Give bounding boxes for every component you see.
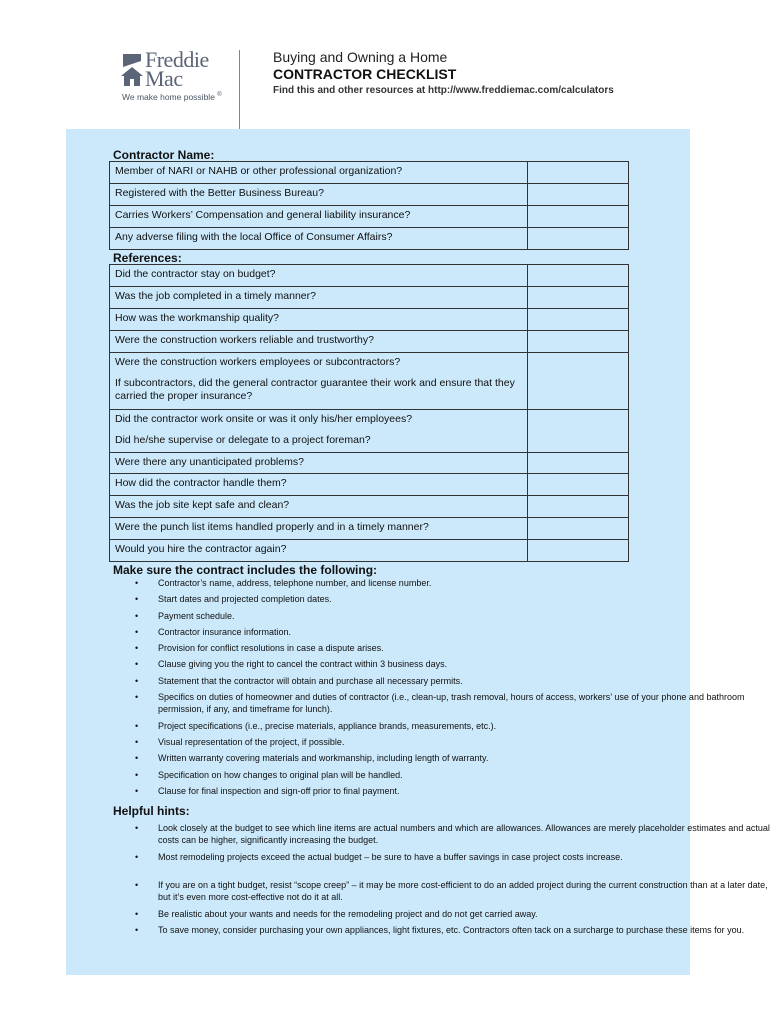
checklist-row: [110, 206, 628, 228]
list-item-text: Look closely at the budget to see which line items are actual numbers and which are allowances. Allowances are merely placeholder estimates and actual costs can be higher, significantly increasing the budget.: [158, 823, 770, 845]
checklist-question: Member of NARI or NAHB or other professional organization?: [115, 165, 403, 177]
list-item-text: Be realistic about your wants and needs for the remodeling project and do not get carried away.: [158, 909, 538, 919]
answer-cell[interactable]: [527, 540, 628, 561]
list-item: [131, 577, 770, 593]
bullet-icon: •: [135, 769, 139, 780]
answer-cell[interactable]: [527, 474, 628, 495]
contract-requirements-list: [131, 577, 770, 801]
checklist-row: [110, 331, 628, 353]
checklist-row: [110, 374, 628, 410]
contractor-checklist-table: [109, 161, 629, 250]
house-logo-icon: [121, 52, 143, 86]
checklist-question: How did the contractor handle them?: [115, 477, 287, 489]
checklist-question: Were the punch list items handled properly and in a timely manner?: [115, 521, 429, 533]
checklist-question: Were the construction workers reliable and trustworthy?: [115, 334, 374, 346]
list-item: [131, 924, 770, 953]
list-item: [131, 675, 770, 691]
answer-cell[interactable]: [527, 431, 628, 452]
answer-cell[interactable]: [527, 331, 628, 352]
logo-wordmark: [145, 47, 209, 91]
answer-cell[interactable]: [527, 162, 628, 183]
bullet-icon: •: [135, 594, 139, 605]
document-title: CONTRACTOR CHECKLIST: [273, 66, 457, 82]
bullet-icon: •: [135, 659, 139, 670]
list-item: [131, 691, 770, 720]
list-item-text: Specifics on duties of homeowner and duties of contractor (i.e., clean-up, trash removal, hours of access, workers’ use of your phone and bathroom permission, if any, and timeframe for lunch).: [158, 692, 745, 715]
logo-word-line2: Mac: [145, 66, 183, 91]
list-item: [131, 736, 770, 752]
list-item-text: Written warranty covering materials and workmanship, including length of warranty.: [158, 753, 489, 764]
list-item: [131, 769, 770, 785]
document-subtitle: Buying and Owning a Home: [273, 49, 448, 65]
answer-cell[interactable]: [527, 228, 628, 249]
answer-cell[interactable]: [527, 353, 628, 374]
checklist-question: Registered with the Better Business Bureau?: [115, 187, 324, 199]
checklist-question: Was the job completed in a timely manner?: [115, 290, 316, 302]
checklist-question: How was the workmanship quality?: [115, 312, 279, 324]
list-item: [131, 642, 770, 658]
bullet-icon: •: [135, 578, 139, 588]
checklist-row: [110, 228, 628, 250]
checklist-question: Were there any unanticipated problems?: [115, 456, 304, 468]
checklist-question: Were the construction workers employees or subcontractors?: [115, 356, 401, 368]
checklist-row: [110, 474, 628, 496]
checklist-row: [110, 184, 628, 206]
resources-link[interactable]: Find this and other resources at http://www.freddiemac.com/calculators: [273, 85, 614, 96]
list-item: [131, 610, 770, 626]
section-heading-references: References:: [113, 251, 182, 265]
bullet-icon: •: [135, 643, 139, 654]
list-item: [131, 908, 770, 924]
checklist-row: [110, 265, 628, 287]
bullet-icon: •: [135, 720, 139, 731]
section-heading-contract: Make sure the contract includes the following:: [113, 563, 378, 577]
checklist-row: [110, 287, 628, 309]
bullet-icon: •: [135, 786, 139, 797]
checklist-row: [110, 496, 628, 518]
logo-word-line1: Freddie: [145, 47, 209, 72]
list-item: [131, 822, 770, 851]
section-heading-contractor: Contractor Name:: [113, 148, 215, 162]
tagline-text: We make home possible: [122, 92, 215, 102]
answer-cell[interactable]: [527, 518, 628, 539]
checklist-question: Would you hire the contractor again?: [115, 543, 287, 555]
answer-cell[interactable]: [527, 496, 628, 517]
bullet-icon: •: [135, 880, 139, 890]
answer-cell[interactable]: [527, 206, 628, 227]
answer-cell[interactable]: [527, 410, 628, 431]
bullet-icon: •: [135, 626, 139, 637]
checklist-row: [110, 518, 628, 540]
list-item: [131, 752, 770, 768]
list-item: [131, 626, 770, 642]
registered-mark: ®: [217, 92, 222, 99]
bullet-icon: •: [135, 852, 139, 862]
helpful-hints-list: [131, 822, 770, 953]
list-item-text: Provision for conflict resolutions in case a dispute arises.: [158, 643, 384, 654]
list-item-text: Statement that the contractor will obtain and purchase all necessary permits.: [158, 675, 463, 686]
checklist-question: Carries Workers’ Compensation and general liability insurance?: [115, 209, 411, 221]
checklist-question: Did the contractor work onsite or was it only his/her employees?: [115, 413, 413, 425]
list-item-text: Clause giving you the right to cancel the contract within 3 business days.: [158, 659, 448, 670]
list-item: [131, 785, 770, 801]
list-item-text: If you are on a tight budget, resist “scope creep” – it may be more cost-efficient to do an added project during the current construction than at a later date, but it’s even more cost-effective not do it at all.: [158, 880, 768, 902]
document-header: [273, 49, 614, 96]
checklist-question: If subcontractors, did the general contractor guarantee their work and ensure that they carried the proper insurance?: [115, 377, 515, 402]
answer-cell[interactable]: [527, 265, 628, 286]
answer-cell[interactable]: [527, 184, 628, 205]
list-item: [131, 851, 770, 879]
list-item-text: Contractor’s name, address, telephone number, and license number.: [158, 578, 432, 588]
answer-cell[interactable]: [527, 287, 628, 308]
checklist-row: [110, 353, 628, 374]
list-item-text: Payment schedule.: [158, 610, 235, 621]
answer-cell[interactable]: [527, 374, 628, 409]
checklist-row: [110, 431, 628, 453]
list-item-text: Project specifications (i.e., precise materials, appliance brands, measurements, etc.).: [158, 720, 497, 731]
answer-cell[interactable]: [527, 453, 628, 473]
bullet-icon: •: [135, 753, 139, 764]
list-item-text: Clause for final inspection and sign-off prior to final payment.: [158, 786, 400, 797]
list-item: [131, 593, 770, 609]
checklist-question: Did the contractor stay on budget?: [115, 268, 276, 280]
checklist-row: [110, 309, 628, 331]
list-item-text: Specification on how changes to original plan will be handled.: [158, 769, 403, 780]
bullet-icon: •: [135, 675, 139, 686]
logo-tagline: [122, 92, 222, 102]
references-checklist-table: [109, 264, 629, 562]
checklist-question: Did he/she supervise or delegate to a project foreman?: [115, 434, 371, 446]
list-item-text: Contractor insurance information.: [158, 626, 292, 637]
bullet-icon: •: [135, 823, 139, 833]
section-heading-hints: Helpful hints:: [113, 804, 190, 818]
checklist-row: [110, 410, 628, 431]
checklist-row: [110, 162, 628, 184]
bullet-icon: •: [135, 925, 139, 935]
list-item-text: Visual representation of the project, if possible.: [158, 737, 345, 748]
header-divider: [239, 50, 240, 132]
checklist-row: [110, 453, 628, 474]
checklist-row: [110, 540, 628, 562]
checklist-question: Any adverse filing with the local Office of Consumer Affairs?: [115, 231, 393, 243]
checklist-question: Was the job site kept safe and clean?: [115, 499, 290, 511]
list-item-text: To save money, consider purchasing your own appliances, light fixtures, etc. Contractors often tack on a surcharge to purchase these items for you.: [158, 925, 745, 935]
bullet-icon: •: [135, 610, 139, 621]
list-item-text: Most remodeling projects exceed the actual budget – be sure to have a buffer savings in case project costs increase.: [158, 852, 623, 862]
bullet-icon: •: [135, 692, 139, 703]
list-item: [131, 658, 770, 674]
list-item: [131, 879, 770, 908]
bullet-icon: •: [135, 737, 139, 748]
freddie-mac-logo: [121, 47, 239, 110]
bullet-icon: •: [135, 909, 139, 919]
answer-cell[interactable]: [527, 309, 628, 330]
list-item: [131, 720, 770, 736]
list-item-text: Start dates and projected completion dates.: [158, 594, 332, 605]
